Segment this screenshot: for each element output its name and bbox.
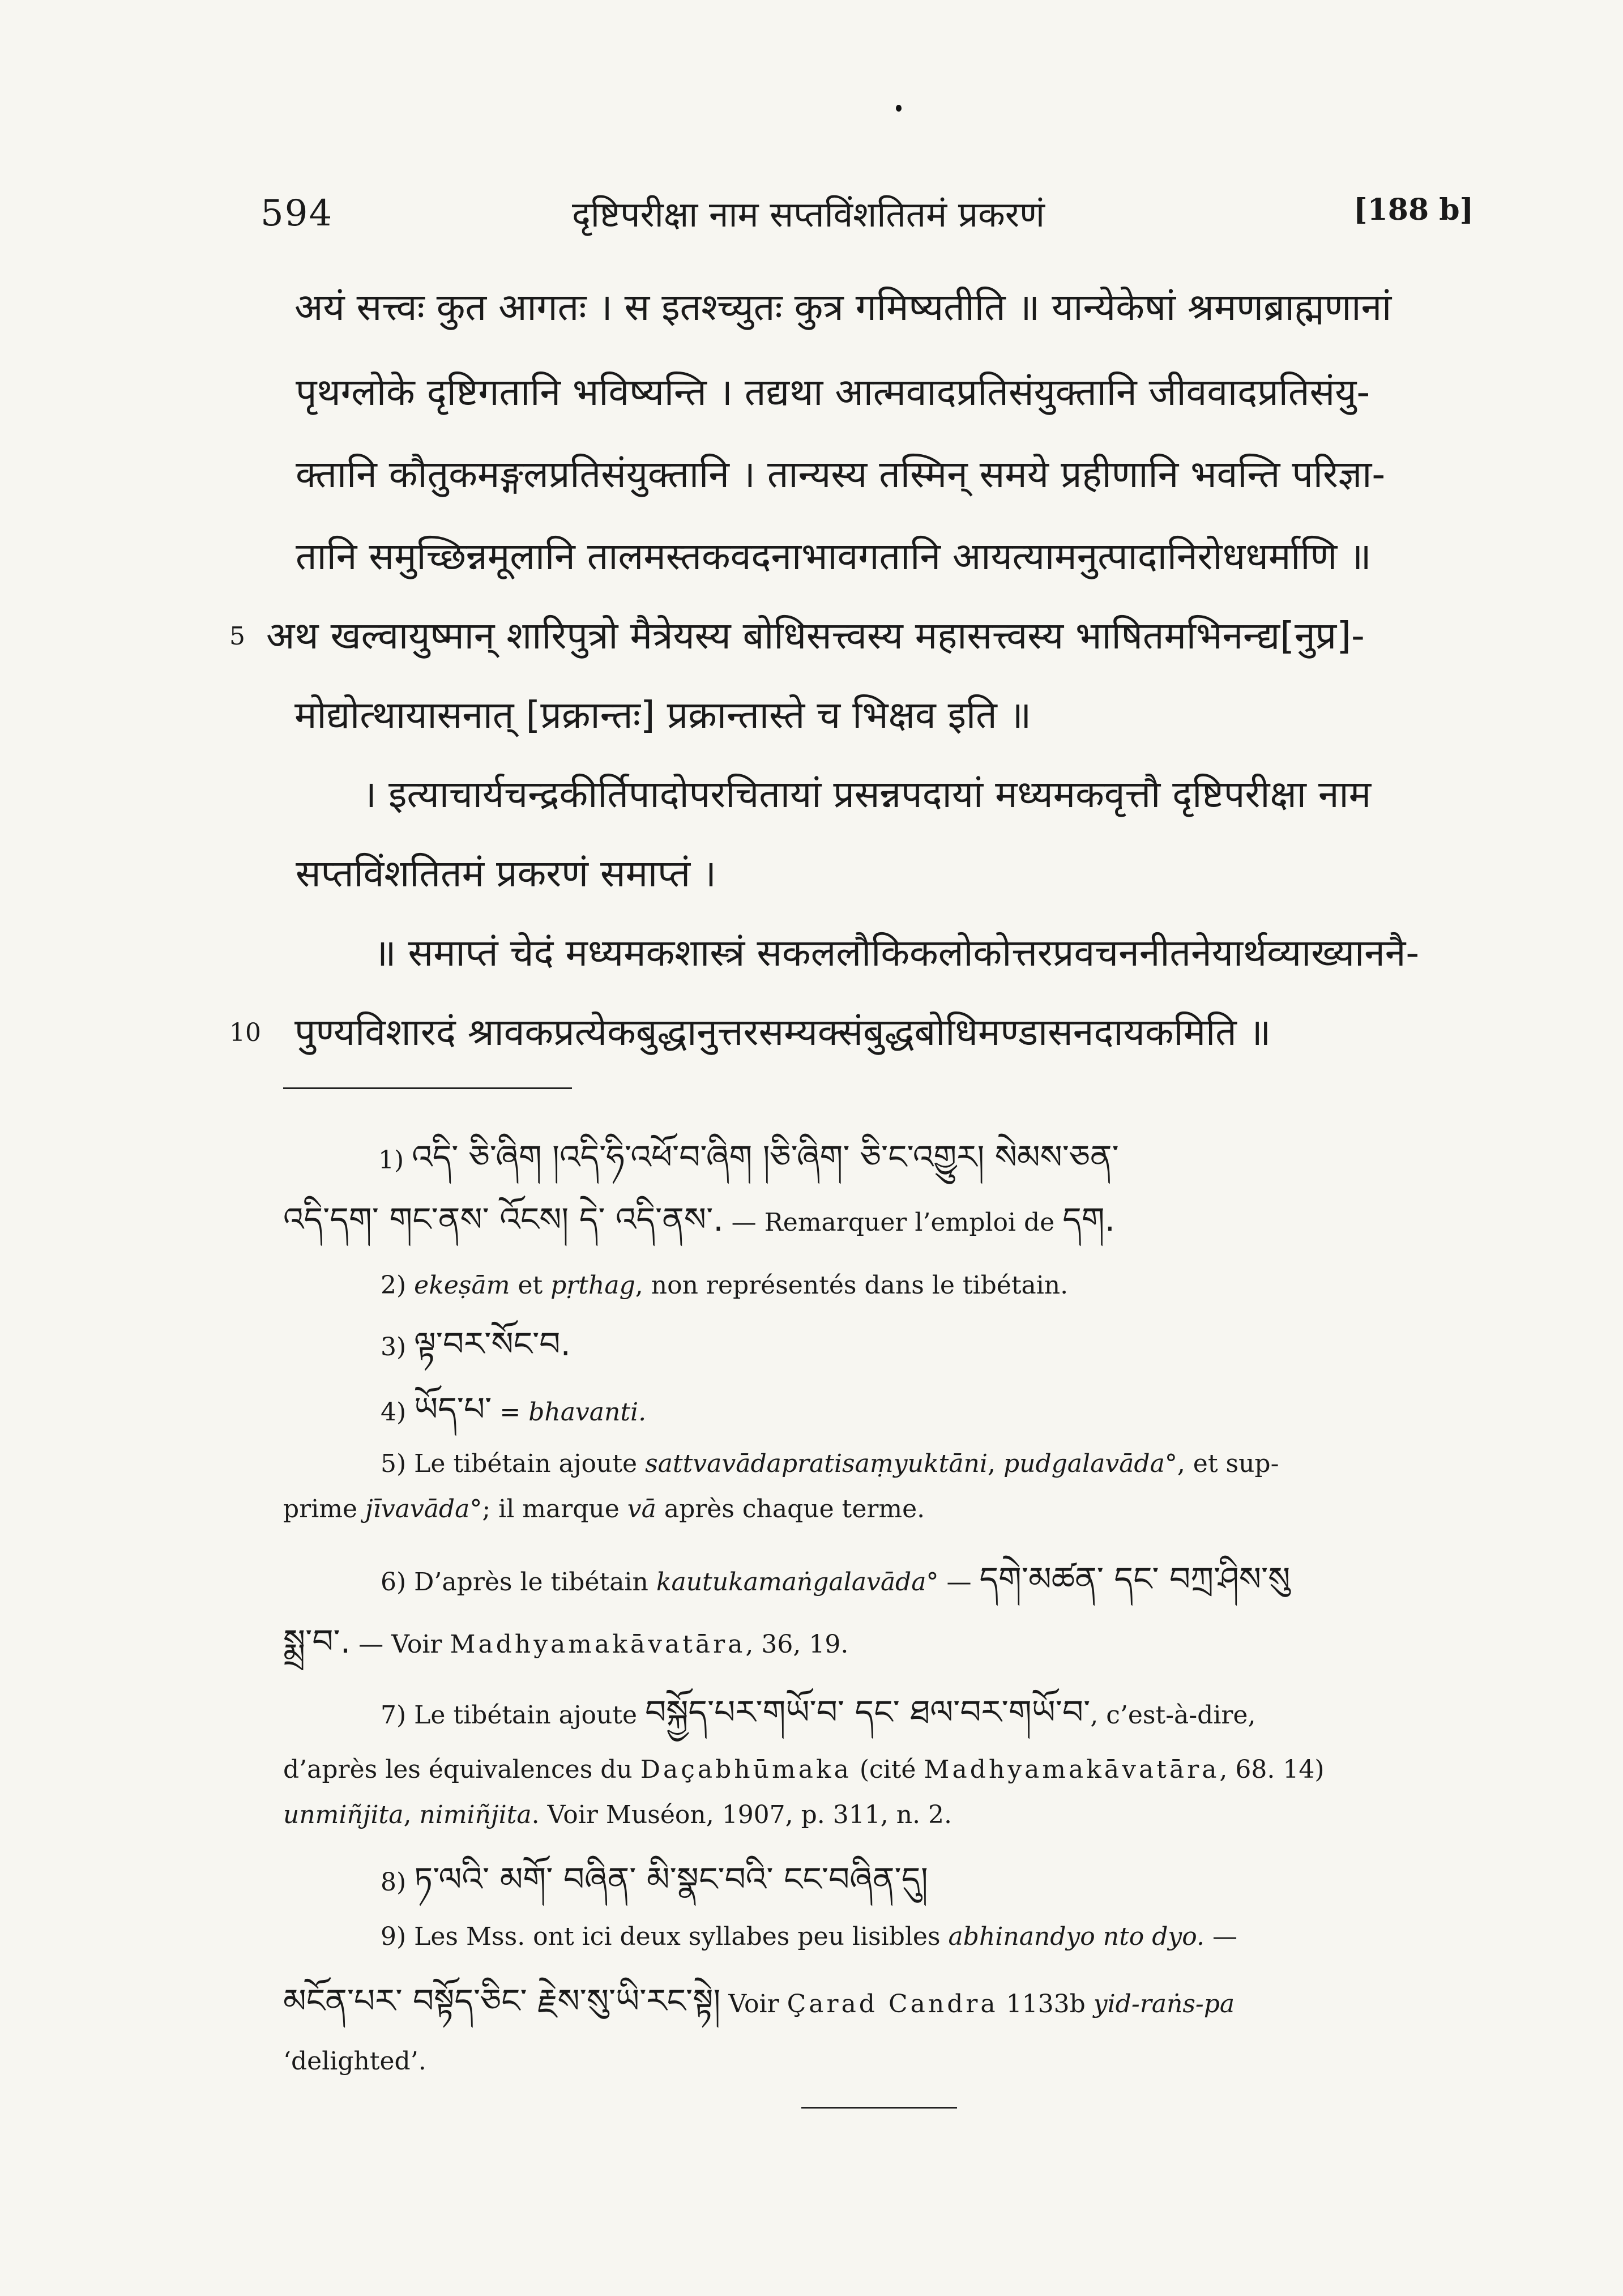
sanskrit-line-2: पृथग्लोके दृष्टिगतानि भविष्यन्ति । तद्यथा आत्मवादप्रतिसंयुक्तानि जीववादप्रतिसंयु- [296, 370, 1370, 414]
sanskrit-line-3: क्तानि कौतुकमङ्गलप्रतिसंयुक्तानि । तान्यस्य तस्मिन् समये प्रहीणानि भवन्ति परिज्ञा- [296, 453, 1386, 496]
footnote-7-tibetan: བསྐྱོད་པར་གཡོ་བ་ དང་ ཐལ་བར་གཡོ་བ་ [645, 1693, 1091, 1731]
footnote-4-term: bhavanti. [528, 1398, 647, 1427]
footnote-6-line-1 [381, 1560, 1290, 1598]
footnote-2-conj: et [510, 1271, 551, 1300]
footnote-5-term-1: sattvavādapratisaṃyuktāni [645, 1449, 988, 1478]
footnote-2-term-2: pṛthag [550, 1271, 635, 1300]
footnote-7-text-a: Le tibétain ajoute [406, 1701, 646, 1730]
footnote-5-term-3: jīvavāda [365, 1495, 470, 1523]
footnote-2-text: , non représentés dans le tibétain. [635, 1271, 1069, 1300]
footnote-3-label: 3) [381, 1333, 407, 1362]
footnote-7-text-b: , c’est-à-dire, [1090, 1701, 1256, 1730]
footnote-9-label: 9) [381, 1922, 407, 1951]
footnote-7-text-g: . Voir Muséon, 1907, p. 311, n. 2. [531, 1800, 953, 1829]
sanskrit-line-5: अथ खल्वायुष्मान् शारिपुत्रो मैत्रेयस्य बोधिसत्त्वस्य महासत्त्वस्य भाषितमभिनन्द्य[नुप्र]- [266, 614, 1365, 658]
running-title: दृष्टिपरीक्षा नाम सप्तविंशतितमं प्रकरणं [572, 194, 1045, 235]
footnote-4-equals: = [492, 1398, 529, 1427]
footnote-2-term-1: ekeṣām [414, 1271, 510, 1300]
footnote-5-term-2: pudgalavāda [1003, 1449, 1165, 1478]
footnote-7-text-e: , 68. 14) [1219, 1755, 1325, 1784]
footnote-5-label: 5) [381, 1449, 407, 1478]
footnote-8-label: 8) [381, 1868, 407, 1897]
folio-reference: [188 b] [1353, 193, 1474, 227]
sanskrit-line-7: । इत्याचार्यचन्द्रकीर्तिपादोपरचितायां प्रसन्नपदायां मध्यमकवृत्तौ दृष्टिपरीक्षा नाम [362, 773, 1372, 816]
footnote-1-tibetan-b: འདི་དག་ གང་ནས་ འོངས། དེ་ འདི་ནས་. [283, 1200, 724, 1239]
footnote-5-text-e: °; il marque [469, 1495, 627, 1523]
footnote-9-text-b: — [1205, 1922, 1237, 1951]
footnote-4 [381, 1390, 646, 1428]
footnote-3 [381, 1325, 571, 1363]
footnote-7-label: 7) [381, 1701, 407, 1730]
footnote-6-line-2 [283, 1623, 848, 1661]
footnote-6-text-b: ° — [926, 1568, 980, 1597]
sanskrit-line-6: मोद्योत्थायासनात् [प्रक्रान्तः] प्रक्रान्तास्ते च भिक्षव इति ॥ [294, 693, 1032, 737]
footnote-1-tibetan-a: འདི་ ཅི་ཞིག །འདི་ཧི་འཕོ་བ་ཞིག །ཅི་ཞིག་ ཅི་ང་འགྱུར། སེམས་ཅན་ [412, 1138, 1119, 1176]
footnote-1-tibetan-c: དག. [1062, 1200, 1116, 1239]
footnote-7-work-1: Daçabhūmaka [640, 1755, 852, 1784]
footnote-3-tibetan: ལྟ་བར་སོང་བ. [414, 1325, 571, 1363]
footnote-5-text-b: , [987, 1449, 1003, 1478]
footnote-7-term-2: nimiñjita [419, 1800, 532, 1829]
footnote-1-label: 1) [378, 1146, 404, 1175]
footnote-7-text-c: d’après les équivalences du [283, 1755, 640, 1784]
footnote-separator [283, 1087, 572, 1089]
footnote-2 [381, 1271, 1068, 1300]
footnote-8-tibetan: ཏ་ལའི་ མགོ་ བཞིན་ མི་སྣང་བའི་ ངང་བཞིན་དུ། [414, 1860, 928, 1898]
footnote-1-line-1 [378, 1138, 1119, 1176]
footnote-7-line-1 [381, 1693, 1255, 1731]
footnote-7-line-2 [283, 1756, 1325, 1785]
footnote-5-line-1 [381, 1450, 1279, 1479]
footnote-9-line-3: ‘delighted’. [283, 2047, 426, 2076]
ink-speck [896, 105, 902, 112]
footnote-9-dictionary: Çarad Candra [787, 1990, 998, 2018]
footnote-6-label: 6) [381, 1568, 407, 1597]
sanskrit-line-1: अयं सत्त्वः कुत आगतः । स इतश्च्युतः कुत्र गमिष्यतीति ॥ यान्येकेषां श्रमणब्राह्मणानां [294, 285, 1392, 329]
sanskrit-line-10: पुण्यविशारदं श्रावकप्रत्येकबुद्धानुत्तरसम्यक्संबुद्धबोधिमण्डासनदायकमिति ॥ [294, 1010, 1271, 1054]
footnote-9-text-d: 1133b [998, 1990, 1094, 2018]
footnote-6-text-d: , 36, 19. [745, 1630, 849, 1659]
footnote-1-line-2 [283, 1201, 1115, 1239]
footnote-6-tibetan-a: དགེ་མཚན་ དང་ བཀྲ་ཤིས་སུ [979, 1560, 1291, 1598]
footnote-9-text-a: Les Mss. ont ici deux syllabes peu lisibles [406, 1922, 949, 1951]
end-rule [801, 2107, 957, 2109]
sanskrit-line-8: सप्तविंशतितमं प्रकरणं समाप्तं । [296, 852, 717, 895]
footnote-6-text-c: — Voir [351, 1630, 450, 1659]
footnote-6-text-a: D’après le tibétain [406, 1568, 656, 1597]
footnote-5-text-c: °, et sup- [1164, 1449, 1279, 1478]
footnote-6-work-title: Madhyamakāvatāra [450, 1630, 746, 1659]
footnote-4-label: 4) [381, 1398, 407, 1427]
footnote-9-text-c: Voir [720, 1990, 787, 2018]
footnote-7-text-d: (cité [851, 1755, 924, 1784]
footnote-5-text-d: prime [283, 1495, 366, 1523]
footnote-7-text-f: , [403, 1800, 420, 1829]
page-number: 594 [260, 193, 334, 234]
footnote-9-line-2 [283, 1982, 1235, 2020]
sanskrit-line-9: ॥ समाप्तं चेदं मध्यमकशास्त्रं सकललौकिकलोकोत्तरप्रवचननीतनेयार्थव्याख्याननै- [374, 931, 1420, 975]
line-number-10: 10 [229, 1018, 261, 1047]
footnote-7-line-3 [283, 1801, 952, 1830]
footnote-4-tibetan: ཡོད་པ་ [414, 1390, 492, 1428]
footnote-9-term-2: yid-raṅs-pa [1093, 1990, 1235, 2018]
footnote-7-term-1: unmiñjita [283, 1800, 404, 1829]
footnote-8 [381, 1860, 928, 1898]
footnote-2-label: 2) [381, 1271, 407, 1300]
footnote-5-text-f: après chaque terme. [656, 1495, 925, 1523]
footnote-1-text: — Remarquer l’emploi de [723, 1208, 1063, 1237]
footnote-7-work-2: Madhyamakāvatāra [924, 1755, 1220, 1784]
footnote-9-term: abhinandyo nto dyo. [948, 1922, 1205, 1951]
footnote-9-line-1 [381, 1923, 1237, 1952]
footnote-9-tibetan: མངོན་པར་ བསྟོད་ཅིང་ རྗེས་སུ་ཡི་རང་སྟེ། [283, 1982, 721, 2020]
footnote-5-term-4: vā [627, 1495, 656, 1523]
footnote-5-line-2 [283, 1495, 925, 1524]
footnote-5-text-a: Le tibétain ajoute [406, 1449, 646, 1478]
footnote-6-tibetan-b: སྨྲ་བ་. [283, 1622, 351, 1661]
line-number-5: 5 [229, 622, 245, 651]
footnote-6-term: kautukamaṅgalavāda [656, 1568, 926, 1597]
sanskrit-line-4: तानि समुच्छिन्नमूलानि तालमस्तकवदनाभावगतानि आयत्यामनुत्पादानिरोधधर्माणि ॥ [296, 535, 1372, 578]
